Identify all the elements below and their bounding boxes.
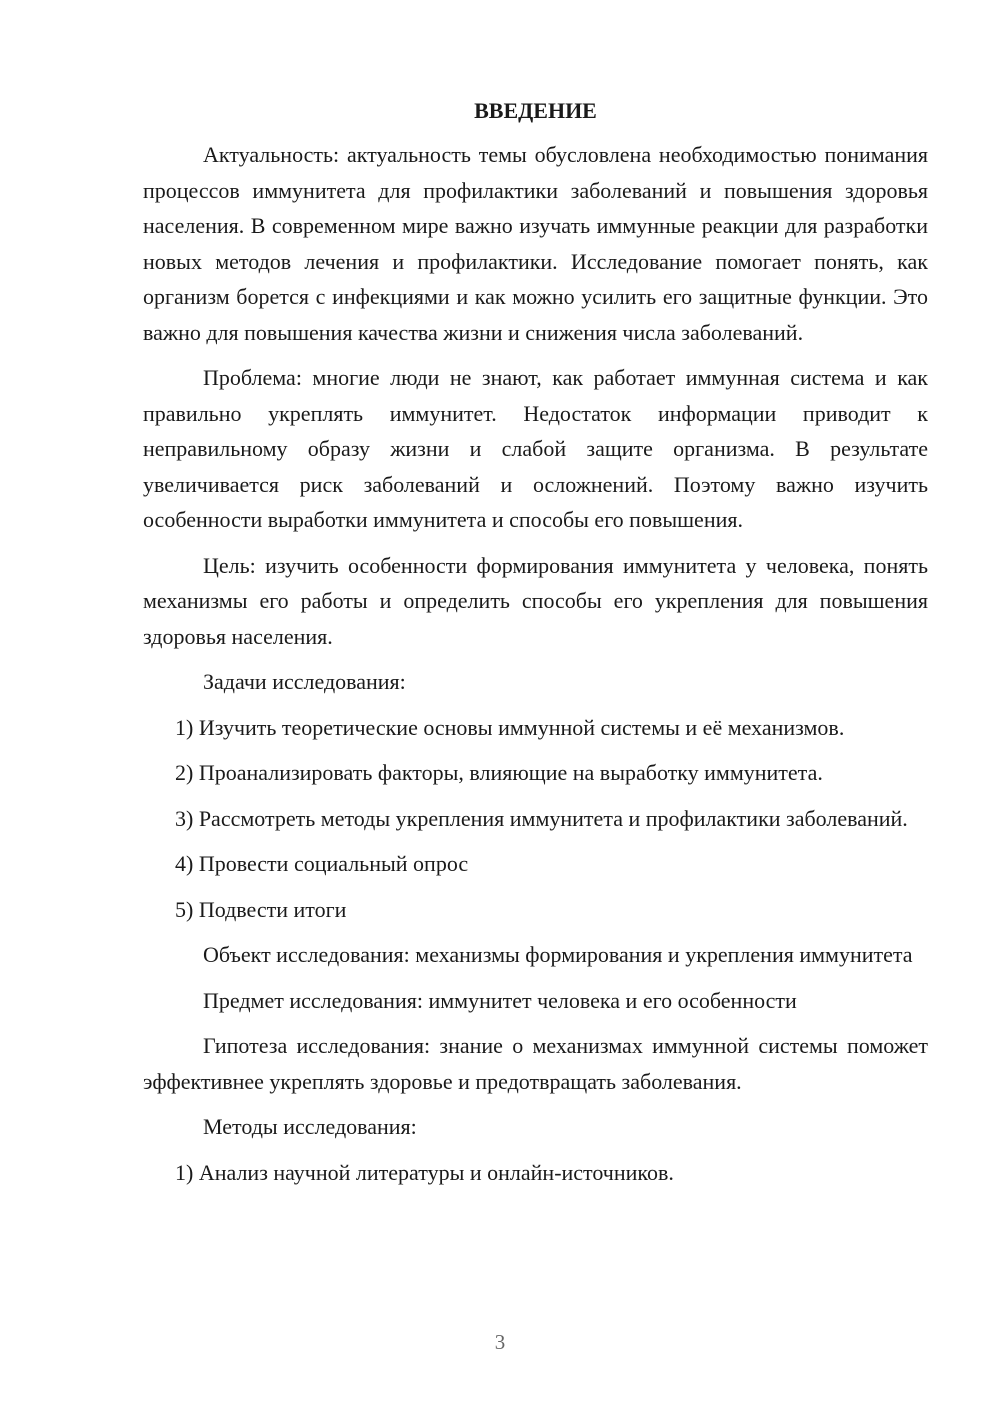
task-item-5: 5) Подвести итоги (175, 896, 347, 922)
paragraph-relevance: Актуальность: актуальность темы обусловлена необходимостью понимания процессов иммунитета для профилактики заболеваний и повышения здоровья населения. В современном мире важно изучать иммунные реакции для разработки новых методов лечения и профилактики. Исследование помогает понять, как организм борется с инфекциями и как можно усилить его защитные функции. Это важно для повышения качества жизни и снижения числа заболеваний. (143, 142, 928, 345)
paragraph-subject: Предмет исследования: иммунитет человека и его особенности (203, 987, 797, 1013)
tasks-title: Задачи исследования: (203, 669, 406, 694)
task-item-2: 2) Проанализировать факторы, влияющие на выработку иммунитета. (175, 760, 823, 785)
paragraph-goal: Цель: изучить особенности формирования иммунитета у человека, понять механизмы его работы и определить способы его укрепления для повышения здоровья населения. (143, 552, 928, 649)
paragraph-problem: Проблема: многие люди не знают, как работает иммунная система и как правильно укреплять иммунитет. Недостаток информации приводит к неправильному образу жизни и слабой защите организма. В результате увеличивается риск заболеваний и осложнений. Поэтому важно изучить особенности выработки иммунитета и способы его повышения. (143, 365, 928, 532)
paragraph-hypothesis: Гипотеза исследования: знание о механизмах иммунной системы поможет эффективнее укреплять здоровье и предотвращать заболевания. (143, 1033, 928, 1094)
task-item-3: 3) Рассмотреть методы укрепления иммунитета и профилактики заболеваний. (175, 805, 908, 831)
methods-title: Методы исследования: (203, 1114, 417, 1139)
method-item-1: 1) Анализ научной литературы и онлайн-источников. (175, 1159, 674, 1185)
section-heading: ВВЕДЕНИЕ (474, 98, 597, 123)
paragraph-object: Объект исследования: механизмы формирования и укрепления иммунитета (203, 942, 913, 967)
task-item-1: 1) Изучить теоретические основы иммунной системы и её механизмов. (175, 714, 845, 740)
page-content (143, 93, 928, 1200)
task-item-4: 4) Провести социальный опрос (175, 851, 469, 876)
page-number: 3 (494, 1330, 506, 1354)
